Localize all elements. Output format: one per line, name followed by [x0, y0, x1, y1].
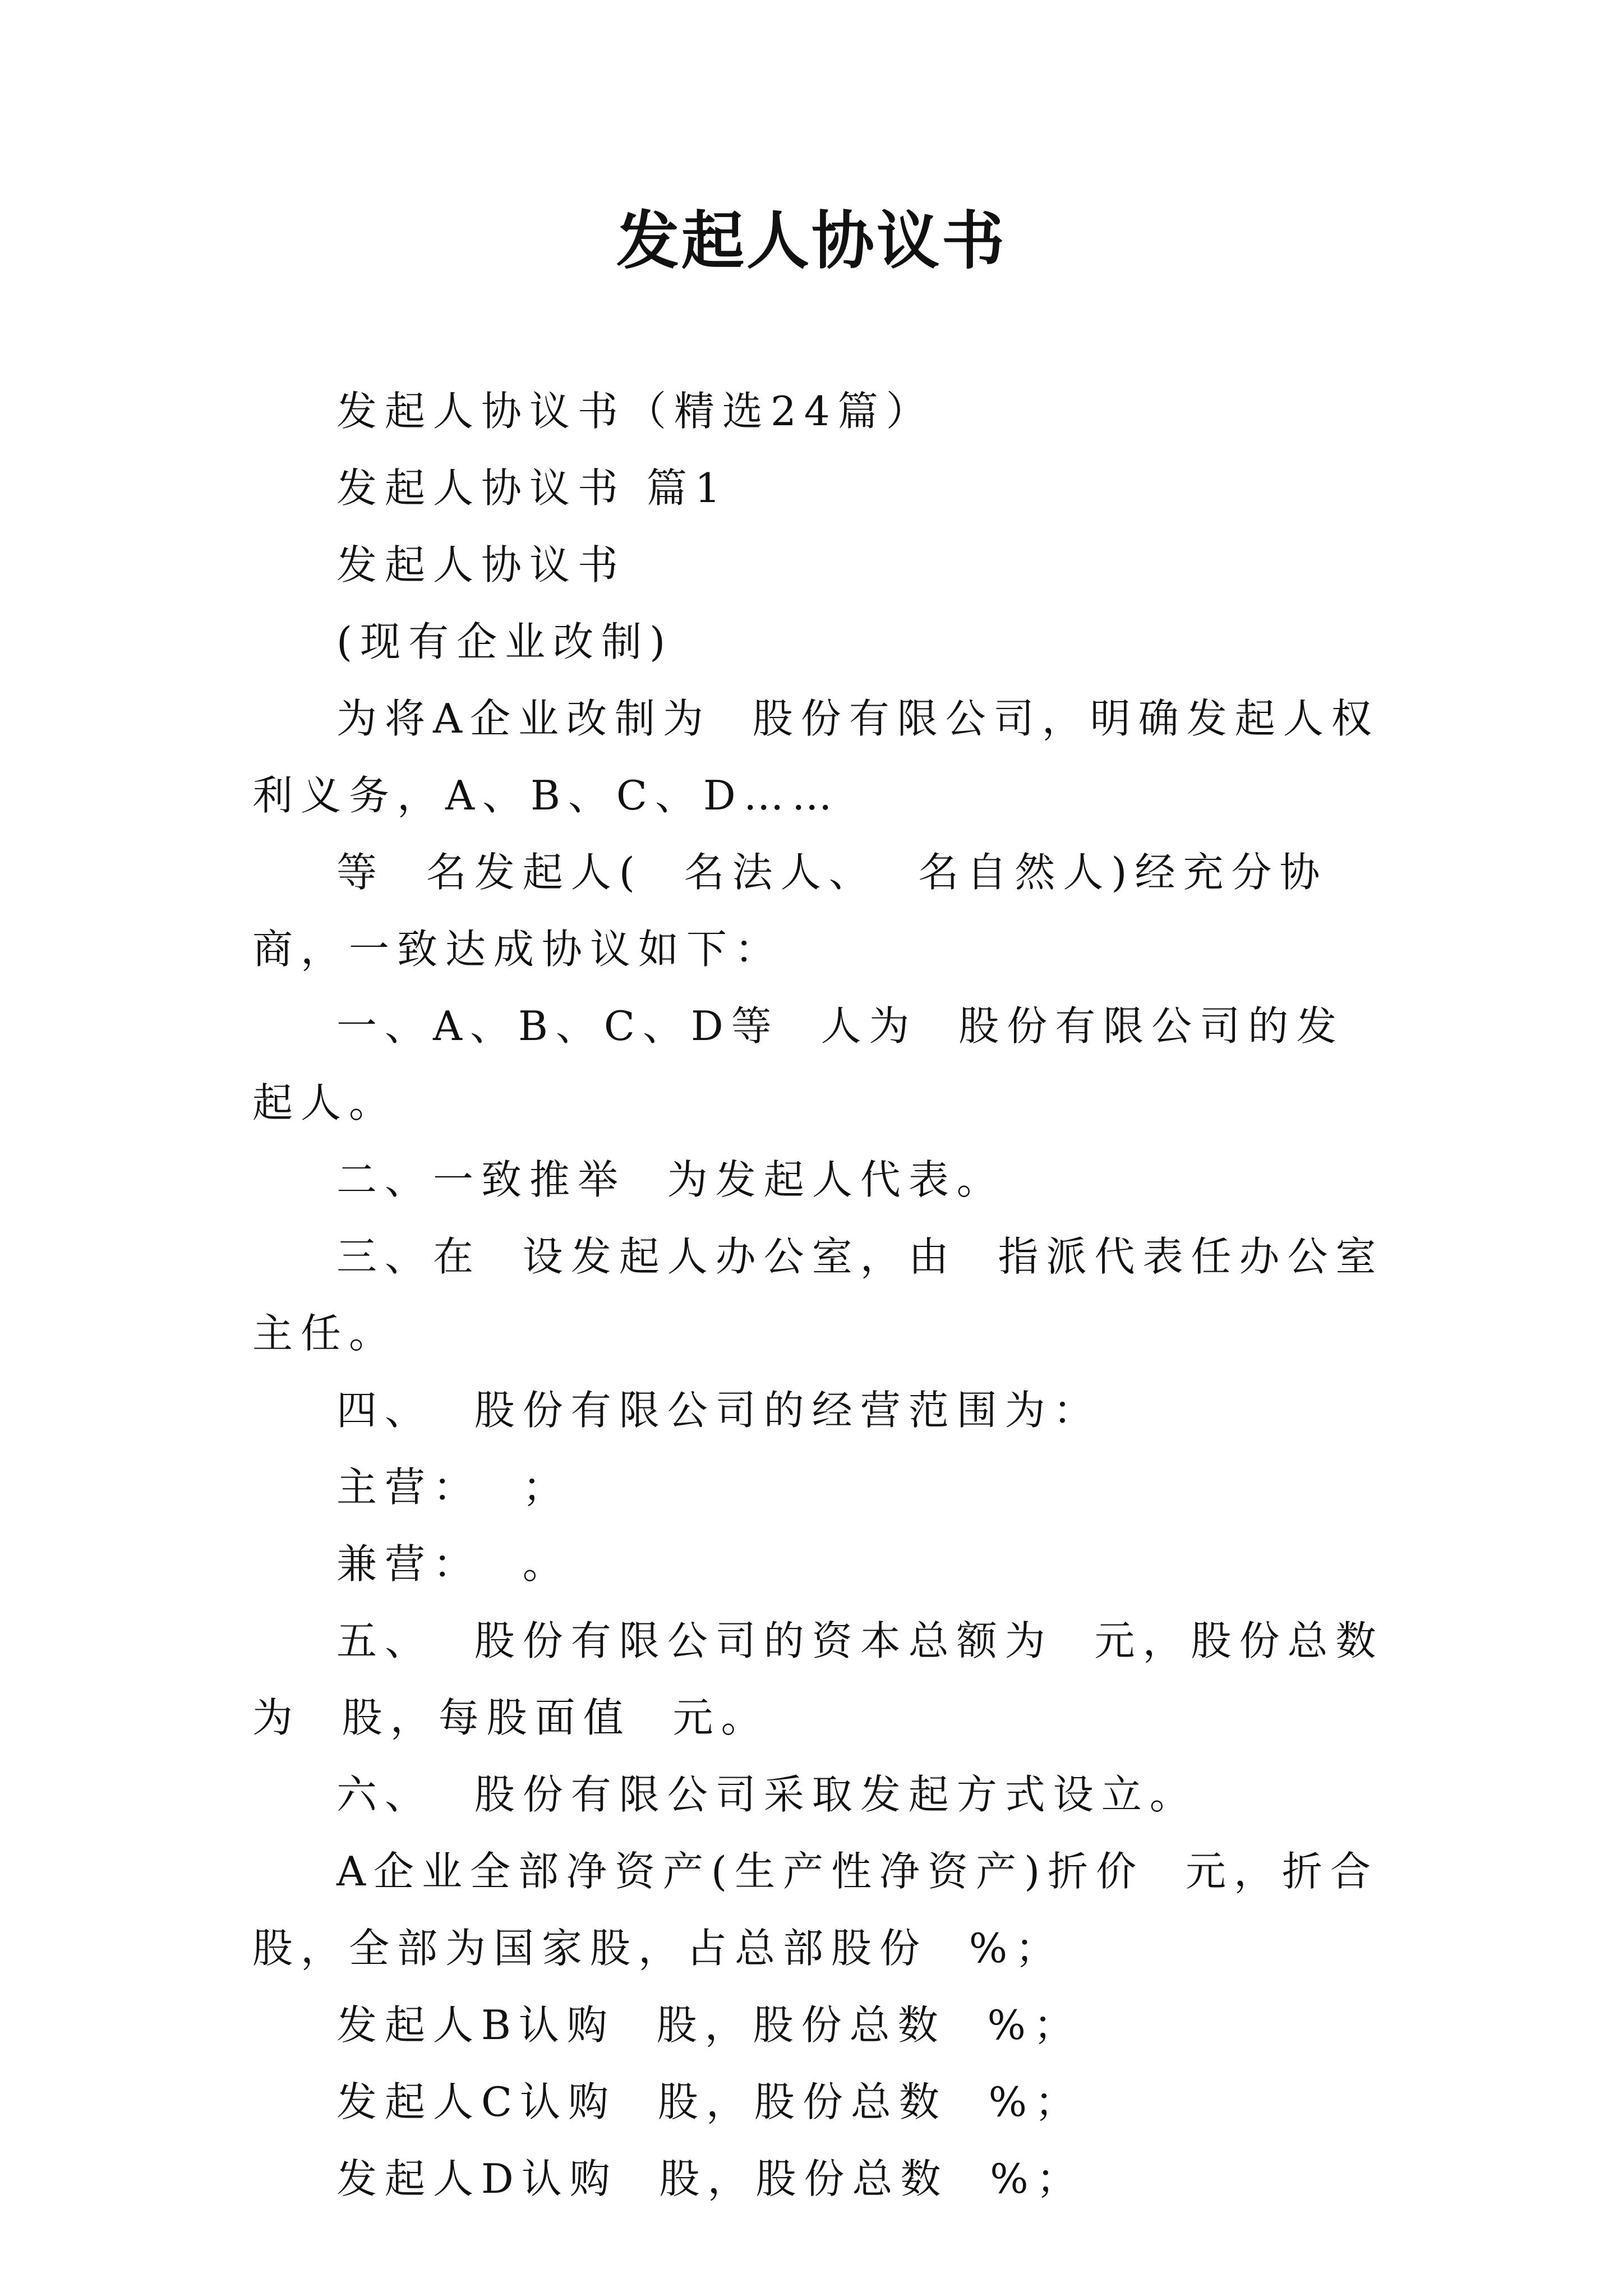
paragraph: 五、 股份有限公司的资本总额为 元，股份总数为 股，每股面值 元。	[252, 1617, 1384, 1741]
paragraph: 四、 股份有限公司的经营范围为：	[336, 1387, 1101, 1434]
paragraph: 六、 股份有限公司采取发起方式设立。	[336, 1771, 1198, 1818]
paragraph: A企业全部净资产(生产性净资产)折价 元，折合 股，全部为国家股，占总部股份 %；	[252, 1848, 1420, 1972]
paragraph: 三、在 设发起人办公室，由 指派代表任办公室主任。	[252, 1233, 1384, 1357]
paragraph: 发起人C认购 股，股份总数 %；	[336, 2078, 1083, 2125]
document-body	[252, 373, 1420, 2217]
paragraph: 主营： ；	[336, 1464, 571, 1511]
paragraph: 一、A、B、C、D等 人为 股份有限公司的发起人。	[252, 1002, 1345, 1126]
paragraph: 等 名发起人( 名法人、 名自然人)经充分协商，一致达成协议如下：	[252, 849, 1328, 973]
paragraph: 兼营： 。	[336, 1540, 571, 1588]
paragraph: 为将A企业改制为 股份有限公司，明确发起人权利义务，A、B、C、D……	[252, 695, 1380, 819]
paragraph: 发起人协议书（精选24篇）	[336, 388, 934, 435]
paragraph: 发起人B认购 股，股份总数 %；	[336, 2001, 1082, 2049]
paragraph: 发起人D认购 股，股份总数 %；	[336, 2155, 1085, 2202]
paragraph: 发起人协议书	[336, 541, 626, 588]
paragraph: 发起人协议书 篇1	[336, 464, 728, 512]
paragraph: (现有企业改制)	[336, 618, 674, 665]
paragraph: 二、一致推举 为发起人代表。	[336, 1156, 1005, 1203]
document-title: 发起人协议书	[616, 205, 1007, 278]
